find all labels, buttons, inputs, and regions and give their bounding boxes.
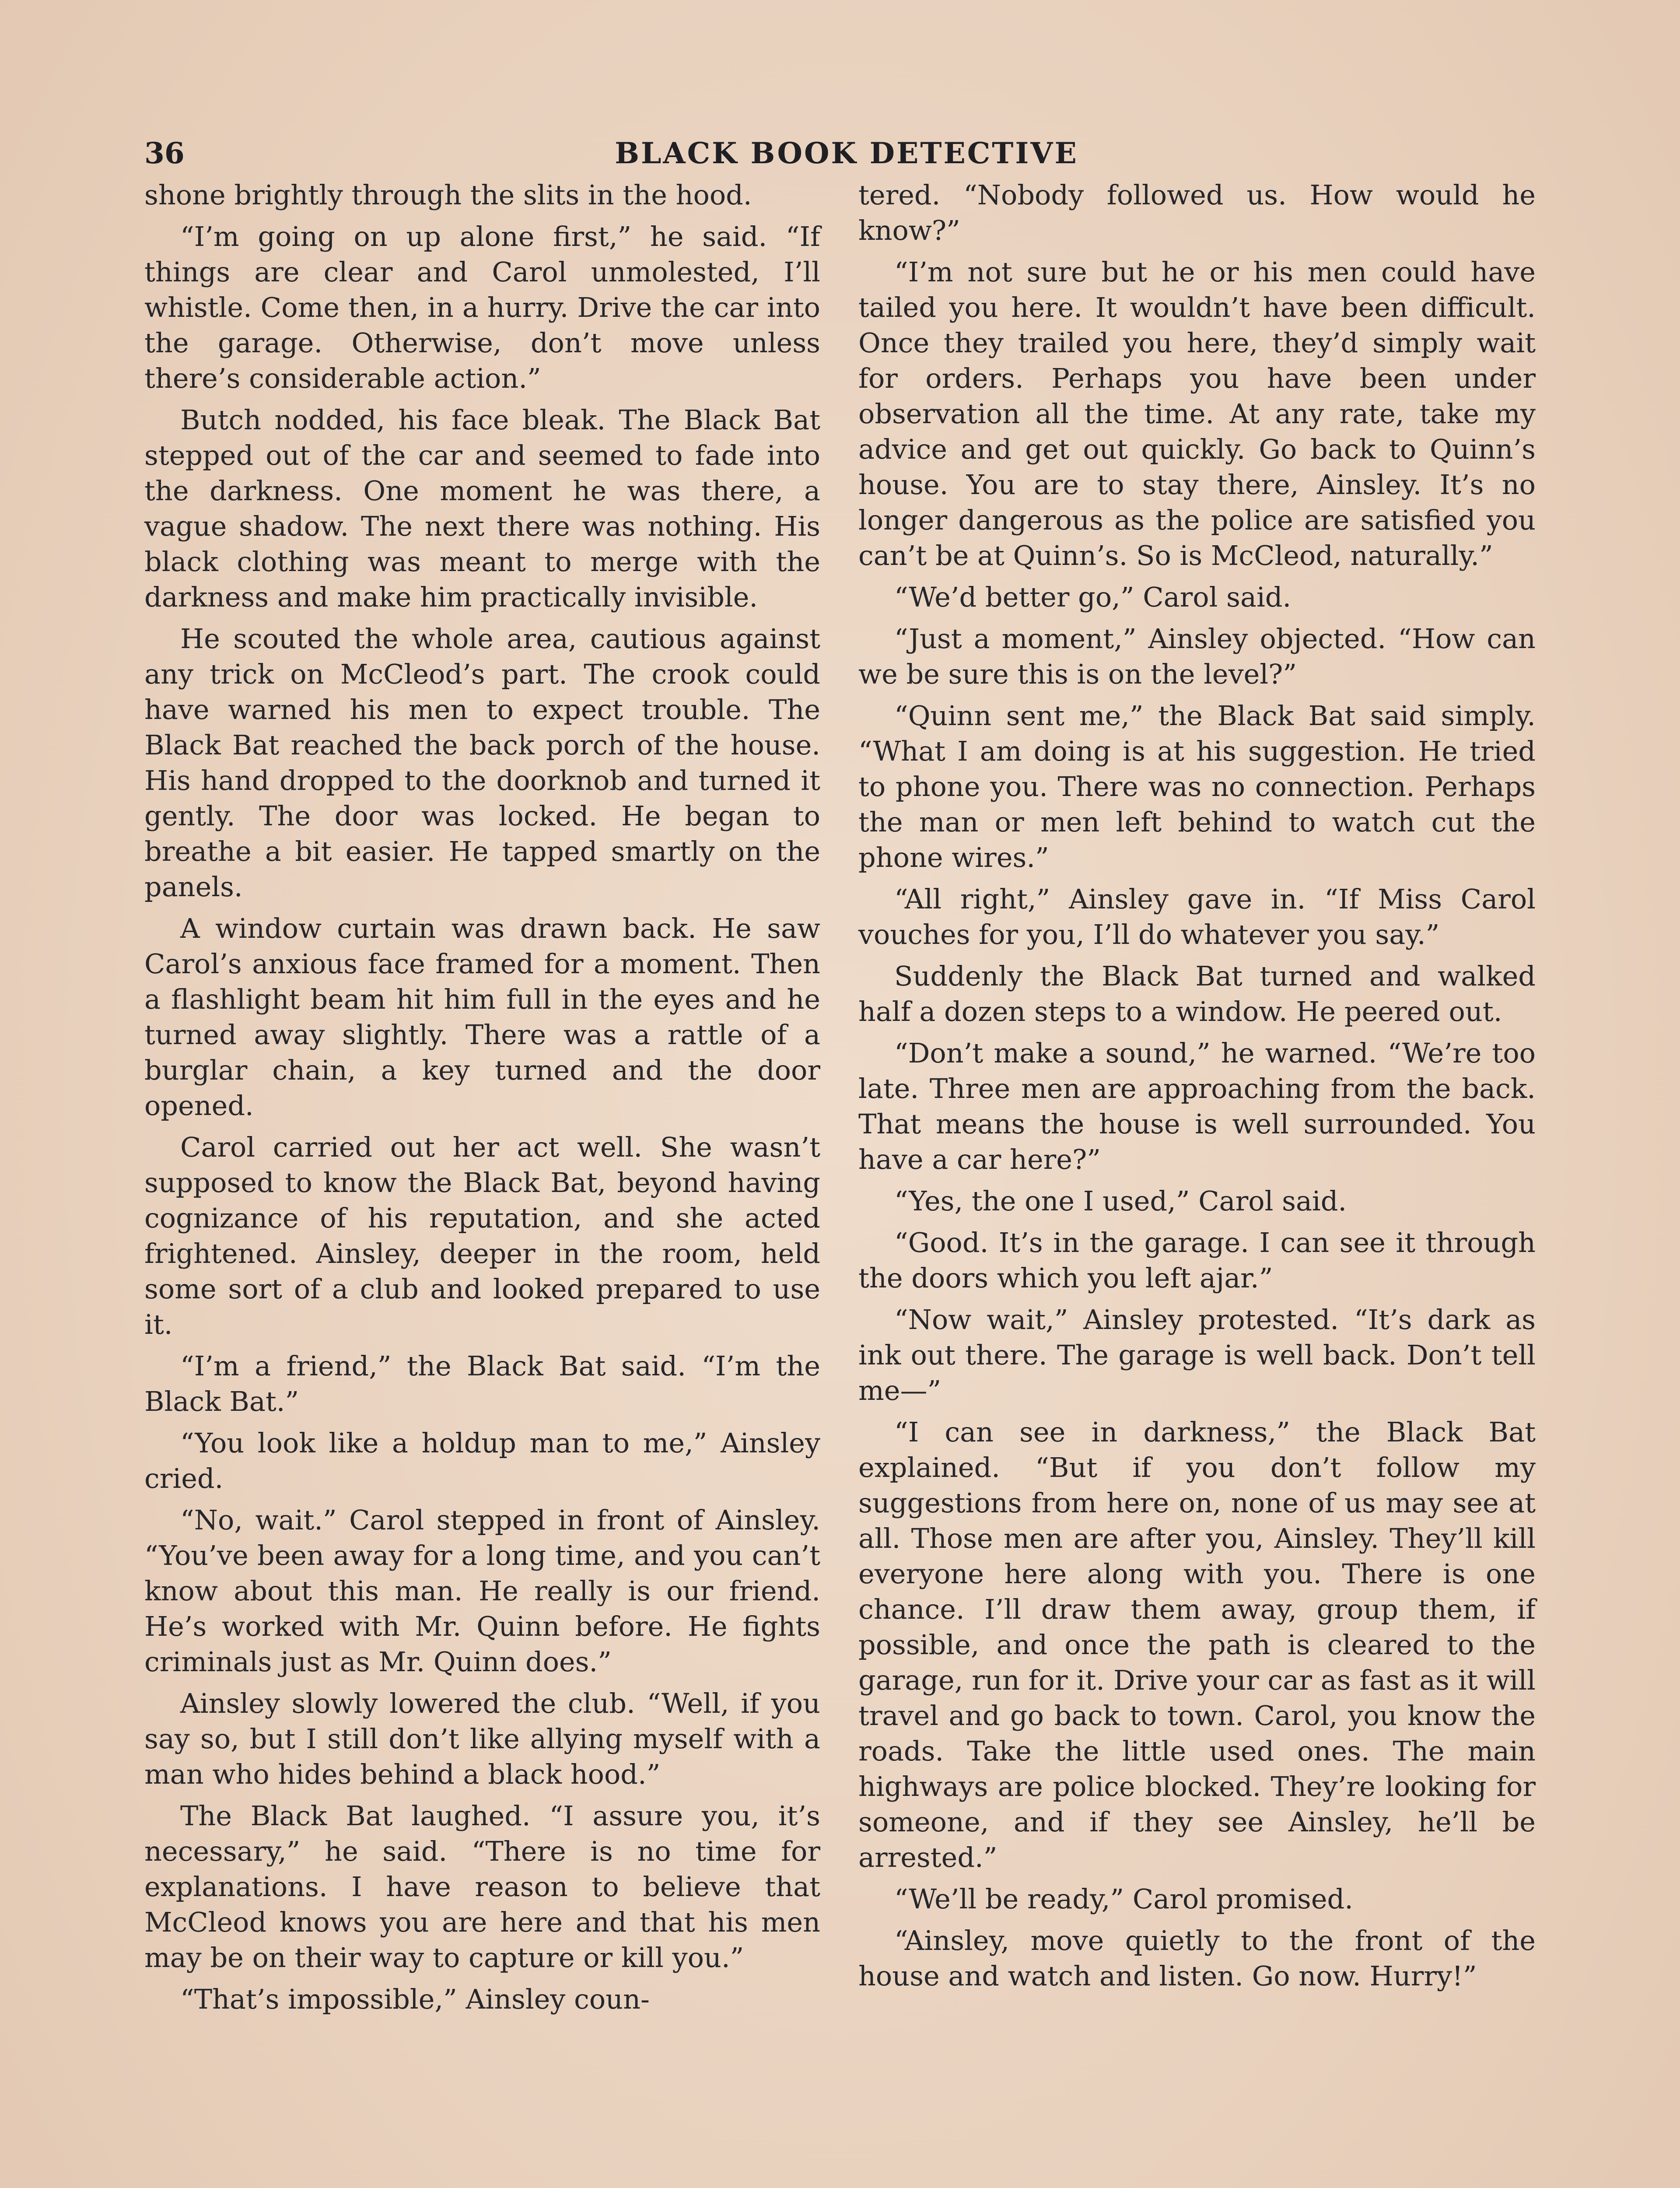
paragraph: “Now wait,” Ainsley protested. “It’s dark as ink out there. The garage is well back. Don’t tell me—” — [858, 1304, 1536, 1406]
paragraph: The Black Bat laughed. “I assure you, it’s necessary,” he said. “There is no time for explanations. I have reason to believe that McCleod knows you are here and that his men may be on their way to capture or kill you.” — [144, 1800, 820, 1974]
running-title: BLACK BOOK DETECTIVE — [615, 136, 1078, 170]
paragraph: “No, wait.” Carol stepped in front of Ainsley. “You’ve been away for a long time, and you can’t know about this man. He really is our friend. He’s worked with Mr. Quinn before. He fights criminals just as Mr. Quinn does.” — [144, 1504, 820, 1678]
paragraph: “Yes, the one I used,” Carol said. — [894, 1185, 1347, 1217]
paragraph: “I’m going on up alone first,” he said. “If things are clear and Carol unmolested, I’ll whistle. Come then, in a hurry. Drive the car into the garage. Otherwise, don’t move unless there’s considerable action.” — [144, 221, 820, 394]
paragraph: “Good. It’s in the garage. I can see it through the doors which you left ajar.” — [858, 1227, 1536, 1294]
paragraph: “I can see in darkness,” the Black Bat explained. “But if you don’t follow my suggestions from here on, none of us may see at all. Those men are after you, Ainsley. They’ll kill everyone here along with you. There is one chance. I’ll draw them away, group them, if possible, and once the path is cleared to the garage, run for it. Drive your car as fast as it will travel and go back to town. Carol, you know the roads. Take the little used ones. The main highways are police blocked. They’re looking for someone, and if they see Ainsley, he’ll be arrested.” — [858, 1416, 1536, 1873]
paragraph: “That’s impossible,” Ainsley coun- — [180, 1983, 650, 2015]
paragraph: Carol carried out her act well. She wasn’t supposed to know the Black Bat, beyond having cognizance of his reputation, and she acted frightened. Ainsley, deeper in the room, held some sort of a club and looked prepared to use it. — [144, 1131, 820, 1340]
paragraph: He scouted the whole area, cautious against any trick on McCleod’s part. The crook could have warned his men to expect trouble. The Black Bat reached the back porch of the house. His hand dropped to the doorknob and turned it gently. The door was locked. He began to breathe a bit easier. He tapped smartly on the panels. — [144, 623, 820, 903]
paragraph: “We’d better go,” Carol said. — [894, 581, 1292, 613]
paragraph: “Don’t make a sound,” he warned. “We’re too late. Three men are approaching from the back. That means the house is well surrounded. You have a car here?” — [858, 1037, 1536, 1175]
paragraph: “We’ll be ready,” Carol promised. — [894, 1883, 1353, 1915]
paragraph: “Just a moment,” Ainsley objected. “How can we be sure this is on the level?” — [858, 623, 1536, 690]
right-column — [858, 177, 1536, 2000]
page-number: 36 — [144, 136, 185, 170]
paragraph: A window curtain was drawn back. He saw Carol’s anxious face framed for a moment. Then a flashlight beam hit him full in the eyes and he turned away slightly. There was a rattle of a burglar chain, a key turned and the door opened. — [144, 912, 820, 1122]
paragraph: “You look like a holdup man to me,” Ainsley cried. — [144, 1427, 820, 1494]
paragraph: tered. “Nobody followed us. How would he know?” — [858, 179, 1536, 246]
paragraph: “Ainsley, move quietly to the front of the house and watch and listen. Go now. Hurry!” — [858, 1925, 1536, 1992]
paragraph: “I’m a friend,” the Black Bat said. “I’m the Black Bat.” — [144, 1350, 820, 1417]
paragraph: Butch nodded, his face bleak. The Black Bat stepped out of the car and seemed to fade into the darkness. One moment he was there, a vague shadow. The next there was nothing. His black clothing was meant to merge with the darkness and make him practically invisible. — [144, 404, 820, 613]
page-header — [144, 131, 1549, 179]
paragraph: “All right,” Ainsley gave in. “If Miss Carol vouches for you, I’ll do whatever you say.” — [858, 883, 1536, 950]
left-column — [144, 177, 820, 2023]
paragraph: shone brightly through the slits in the hood. — [144, 179, 752, 211]
paragraph: “I’m not sure but he or his men could have tailed you here. It wouldn’t have been difficult. Once they trailed you here, they’d simply wait for orders. Perhaps you have been under observation all the time. At any rate, take my advice and get out quickly. Go back to Quinn’s house. You are to stay there, Ainsley. It’s no longer dangerous as the police are satisfied you can’t be at Quinn’s. So is McCleod, naturally.” — [858, 256, 1536, 572]
paragraph: Suddenly the Black Bat turned and walked half a dozen steps to a window. He peered out. — [858, 960, 1536, 1027]
paragraph: Ainsley slowly lowered the club. “Well, if you say so, but I still don’t like allying myself with a man who hides behind a black hood.” — [144, 1687, 820, 1790]
paragraph: “Quinn sent me,” the Black Bat said simply. “What I am doing is at his suggestion. He tried to phone you. There was no connection. Perhaps the man or men left behind to watch cut the phone wires.” — [858, 700, 1536, 873]
